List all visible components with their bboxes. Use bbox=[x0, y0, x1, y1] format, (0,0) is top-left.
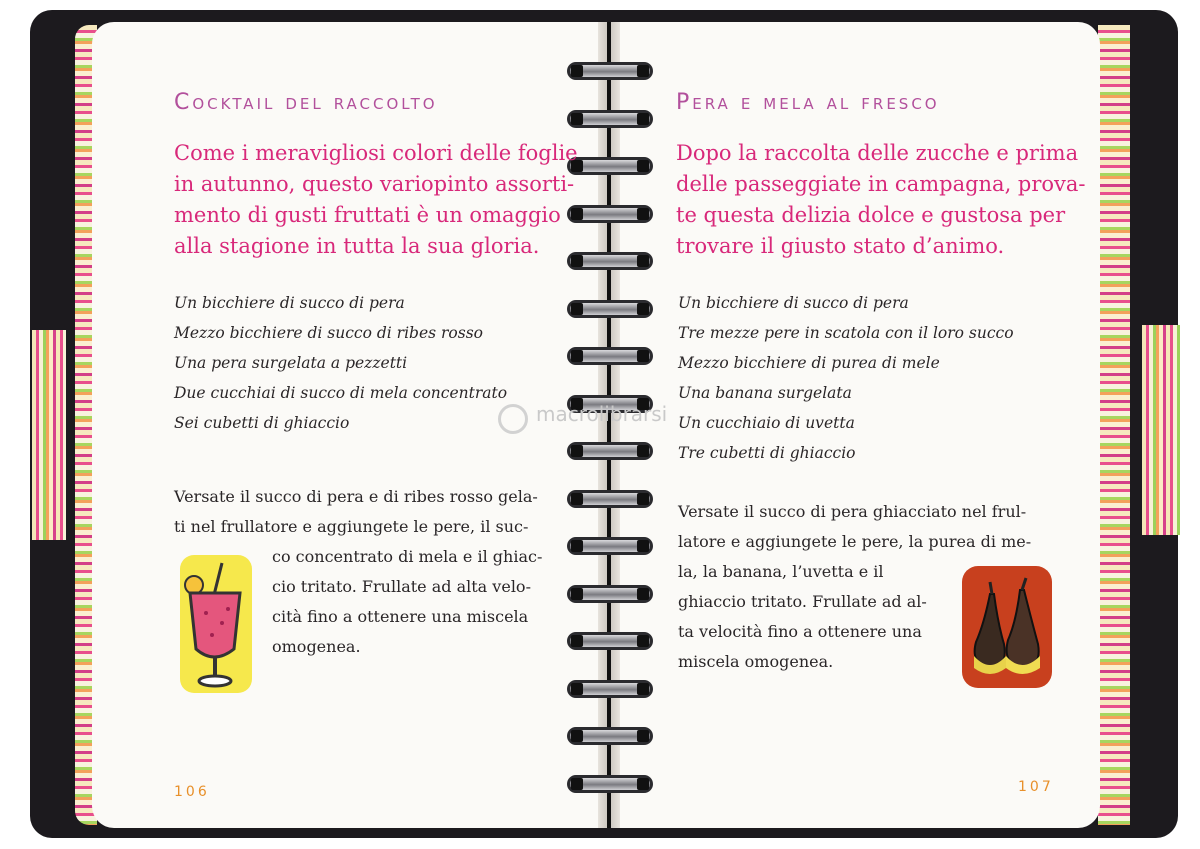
method-line: ghiaccio tritato. Frullate ad al- bbox=[678, 592, 927, 611]
ingredient-item: Mezzo bicchiere di succo di ribes rosso bbox=[174, 324, 483, 342]
left-page-title: Cocktail del raccolto bbox=[174, 90, 438, 115]
ingredient-item: Sei cubetti di ghiaccio bbox=[174, 414, 350, 432]
left-method-full bbox=[174, 482, 538, 542]
method-line: miscela omogenea. bbox=[678, 652, 834, 671]
spiral-ring bbox=[567, 252, 653, 270]
ingredient-item: Mezzo bicchiere di purea di mele bbox=[678, 354, 940, 372]
lead-line: mento di gusti fruttati è un omaggio bbox=[174, 203, 561, 227]
spiral-ring bbox=[567, 632, 653, 650]
spiral-ring bbox=[567, 347, 653, 365]
left-page-number: 106 bbox=[174, 784, 210, 800]
left-ingredient-list bbox=[174, 288, 507, 438]
right-page-title: Pera e mela al fresco bbox=[676, 90, 940, 115]
watermark-logo-icon bbox=[498, 404, 528, 434]
ingredient-item: Una banana surgelata bbox=[678, 384, 852, 402]
spiral-ring bbox=[567, 727, 653, 745]
method-line: Versate il succo di pera e di ribes rosso gela- bbox=[174, 487, 538, 506]
cocktail-glass-icon bbox=[178, 553, 254, 695]
method-line: ti nel frullatore e aggiungete le pere, il suc- bbox=[174, 517, 529, 536]
spiral-ring bbox=[567, 775, 653, 793]
method-line: ta velocità fino a ottenere una bbox=[678, 622, 922, 641]
spiral-ring bbox=[567, 205, 653, 223]
spiral-ring bbox=[567, 110, 653, 128]
watermark-name: macrolibrarsi bbox=[536, 402, 668, 426]
elastic-strap-right bbox=[1142, 325, 1180, 535]
lead-line: delle passeggiate in campagna, prova- bbox=[676, 172, 1086, 196]
spiral-ring bbox=[567, 585, 653, 603]
right-method-full bbox=[678, 497, 1031, 557]
pears-icon bbox=[960, 564, 1054, 690]
method-line: Versate il succo di pera ghiacciato nel frul- bbox=[678, 502, 1027, 521]
method-line: la, la banana, l’uvetta e il bbox=[678, 562, 884, 581]
page-edge-stripes-right bbox=[1098, 25, 1130, 825]
ingredient-item: Due cucchiai di succo di mela concentrato bbox=[174, 384, 508, 402]
spiral-ring bbox=[567, 442, 653, 460]
left-page-lead bbox=[174, 138, 578, 262]
elastic-strap-left bbox=[32, 330, 66, 540]
method-line: cità fino a ottenere una miscela bbox=[272, 607, 529, 626]
ingredient-item: Una pera surgelata a pezzetti bbox=[174, 354, 408, 372]
lead-line: in autunno, questo variopinto assorti- bbox=[174, 172, 575, 196]
lead-line: Dopo la raccolta delle zucche e prima bbox=[676, 141, 1079, 165]
right-page-lead bbox=[676, 138, 1086, 262]
spiral-ring bbox=[567, 300, 653, 318]
spiral-ring bbox=[567, 62, 653, 80]
right-ingredient-list bbox=[678, 288, 1014, 468]
method-line: cio tritato. Frullate ad alta velo- bbox=[272, 577, 531, 596]
left-method-indented bbox=[272, 542, 542, 662]
spiral-ring bbox=[567, 490, 653, 508]
ingredient-item: Tre mezze pere in scatola con il loro succo bbox=[678, 324, 1014, 342]
ingredient-item: Un bicchiere di succo di pera bbox=[678, 294, 909, 312]
spiral-ring bbox=[567, 680, 653, 698]
ingredient-item: Tre cubetti di ghiaccio bbox=[678, 444, 856, 462]
lead-line: te questa delizia dolce e gustosa per bbox=[676, 203, 1066, 227]
ingredient-item: Un cucchiaio di uvetta bbox=[678, 414, 855, 432]
method-line: co concentrato di mela e il ghiac- bbox=[272, 547, 543, 566]
method-line: latore e aggiungete le pere, la purea di me- bbox=[678, 532, 1032, 551]
spiral-ring bbox=[567, 537, 653, 555]
ingredient-item: Un bicchiere di succo di pera bbox=[174, 294, 405, 312]
lead-line: alla stagione in tutta la sua gloria. bbox=[174, 234, 540, 258]
lead-line: trovare il giusto stato d’animo. bbox=[676, 234, 1005, 258]
right-method-indented bbox=[678, 557, 927, 677]
spiral-ring bbox=[567, 157, 653, 175]
lead-line: Come i meravigliosi colori delle foglie bbox=[174, 141, 578, 165]
method-line: omogenea. bbox=[272, 637, 361, 656]
right-page-number: 107 bbox=[1018, 779, 1054, 795]
